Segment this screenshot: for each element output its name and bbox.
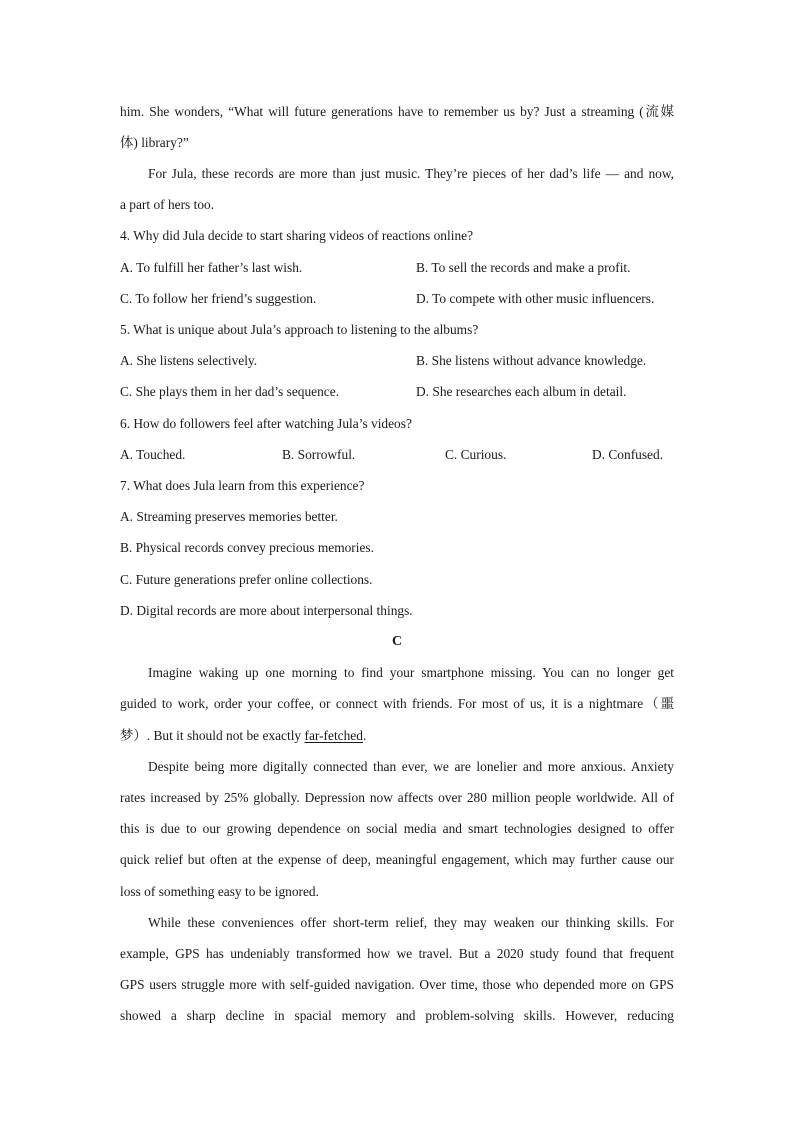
question-option: D. Confused. (592, 447, 664, 462)
question-option: C. To follow her friend’s suggestion. (120, 291, 317, 306)
question-option: D. To compete with other music influencers. (416, 291, 655, 306)
section-heading: C (391, 634, 403, 649)
passage-c-line: this is due to our growing dependence on social media and smart technologies designed to offer (120, 821, 674, 836)
question-stem: 5. What is unique about Jula’s approach to listening to the albums? (120, 322, 479, 337)
question-option: B. To sell the records and make a profit. (416, 260, 631, 275)
question-option: A. Touched. (120, 447, 186, 462)
passage-c-line: guided to work, order your coffee, or connect with friends. For most of us, it is a nightmare（噩 (120, 696, 674, 711)
question-option: C. Curious. (445, 447, 507, 462)
question-option: A. To fulfill her father’s last wish. (120, 260, 303, 275)
question-option: A. She listens selectively. (120, 353, 258, 368)
passage-c-line: While these conveniences offer short-term relief, they may weaken our thinking skills. For (148, 915, 674, 930)
underlined-term: far-fetched (304, 728, 363, 743)
passage-c-line: loss of something easy to be ignored. (120, 884, 319, 899)
question-stem: 7. What does Jula learn from this experience? (120, 478, 365, 493)
question-option: B. Physical records convey precious memories. (120, 540, 374, 555)
text-run: . (362, 728, 367, 743)
passage-b-line: him. She wonders, “What will future generations have to remember us by? Just a streaming (流媒 (120, 104, 674, 119)
text-run: 梦）. But it should not be exactly (120, 728, 305, 743)
question-option: C. Future generations prefer online collections. (120, 572, 373, 587)
question-stem: 4. Why did Jula decide to start sharing videos of reactions online? (120, 228, 474, 243)
question-option: D. Digital records are more about interpersonal things. (120, 603, 413, 618)
passage-c-line (120, 727, 674, 745)
passage-c-line: example, GPS has undeniably transformed how we travel. But a 2020 study found that frequent (120, 946, 674, 961)
passage-b-line: a part of hers too. (120, 197, 215, 212)
passage-c-line: rates increased by 25% globally. Depression now affects over 280 million people worldwide. All of (120, 790, 674, 805)
passage-c-line: quick relief but often at the expense of deep, meaningful engagement, which may further cause our (120, 852, 674, 867)
passage-c-line: showed a sharp decline in spacial memory and problem-solving skills. However, reducing (120, 1008, 674, 1023)
question-option: B. Sorrowful. (282, 447, 356, 462)
question-option: D. She researches each album in detail. (416, 384, 627, 399)
question-stem: 6. How do followers feel after watching Jula’s videos? (120, 416, 412, 431)
question-option: C. She plays them in her dad’s sequence. (120, 384, 340, 399)
question-option: B. She listens without advance knowledge. (416, 353, 647, 368)
passage-c-line: Imagine waking up one morning to find your smartphone missing. You can no longer get (148, 665, 674, 680)
passage-b-line: For Jula, these records are more than just music. They’re pieces of her dad’s life — and now, (148, 166, 674, 181)
passage-b-line: 体) library?” (120, 135, 189, 150)
passage-c-line: GPS users struggle more with self-guided navigation. Over time, those who depended more on GPS (120, 977, 674, 992)
passage-c-line: Despite being more digitally connected than ever, we are lonelier and more anxious. Anxiety (148, 759, 674, 774)
question-option: A. Streaming preserves memories better. (120, 509, 338, 524)
